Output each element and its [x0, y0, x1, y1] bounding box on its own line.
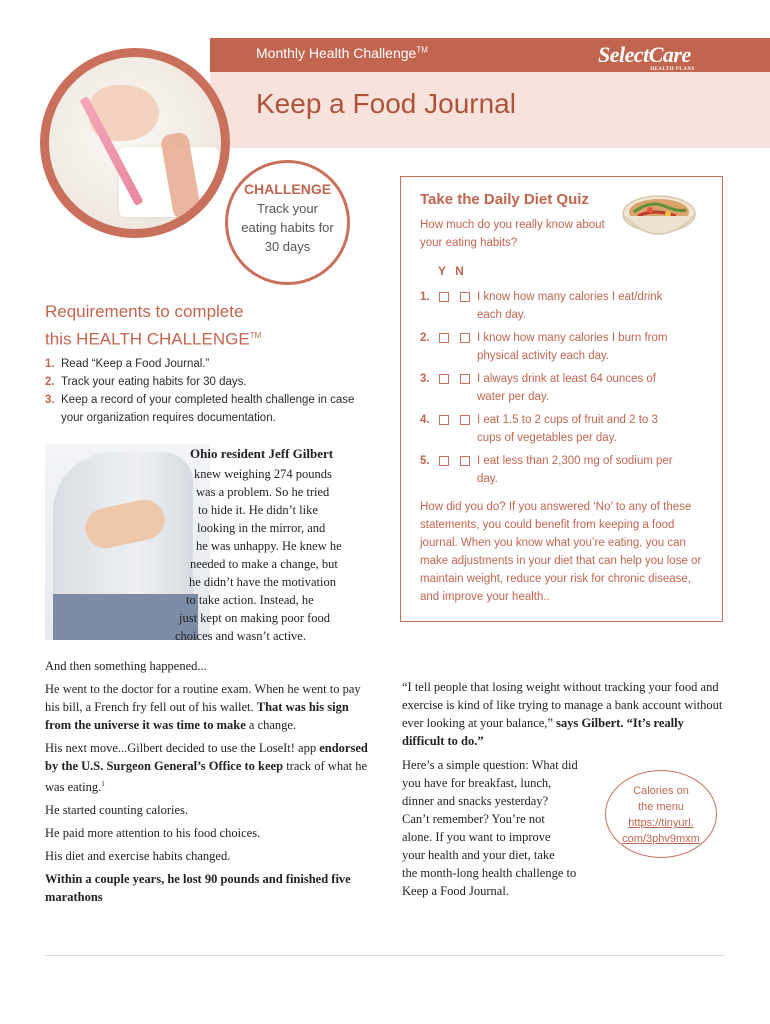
- yes-checkbox[interactable]: [439, 415, 449, 425]
- challenge-badge: [225, 160, 350, 285]
- yes-checkbox[interactable]: [439, 456, 449, 466]
- no-checkbox[interactable]: [460, 292, 470, 302]
- no-checkbox[interactable]: [460, 456, 470, 466]
- requirement-item: 1. Read “Keep a Food Journal.”: [45, 358, 210, 370]
- story-paragraph: Within a couple years, he lost 90 pounds and finished five marathons: [45, 872, 351, 905]
- gilbert-quote: “I tell people that losing weight without tracking your food and exercise is kind of like trying to manage a bank account without ever looking at your balance,” says Gilbert. “It’s really difficult to do.”: [402, 680, 723, 748]
- calories-callout: Calories on the menu https://tinyurl. com/3phv9mxm: [605, 770, 717, 858]
- story-paragraph: He went to the doctor for a routine exam. When he went to pay his bill, a French fry fell out of his wallet. That was his sign from the universe it was time to make a change.: [45, 682, 361, 732]
- yes-checkbox[interactable]: [439, 374, 449, 384]
- quiz-result-text: How did you do? If you answered ‘No’ to any of these statements, you could benefit from keeping a food journal. When you know what you’re eating, you can make adjustments in your diet that can help you lose or maintain weight, reduce your risk for chronic disease, and improve your health..: [420, 501, 702, 603]
- footer-divider: [45, 955, 725, 956]
- quiz-question: 4. I eat 1.5 to 2 cups of fruit and 2 to 3 cups of vegetables per day.: [420, 414, 658, 444]
- requirement-item: 3. Keep a record of your completed health challenge in case your organization requires documentation.: [45, 394, 355, 424]
- simple-question-text: Here’s a simple question: What did you have for breakfast, lunch, dinner and snacks yesterday? Can’t remember? You’re not alone. If you want to improve your health and your diet, take the month-long health challenge to Keep a Food Journal.: [402, 758, 578, 898]
- story-paragraph: He paid more attention to his food choices.: [45, 826, 261, 841]
- quiz-subtitle: How much do you really know about your eating habits?: [420, 219, 605, 249]
- challenge-text: Track your eating habits for 30 days: [241, 201, 334, 254]
- story-paragraph: His next move...Gilbert decided to use the LoseIt! app endorsed by the U.S. Surgeon General’s Office to keep track of what he was eating.$^1$: [45, 741, 368, 795]
- story-intro: knew weighing 274 pounds was a problem. So he tried to hide it. He didn’t like looking in the mirror, and he was unhappy. He knew he needed to make a change, but he didn’t have the motivation to take action. Instead, he just kept on making poor food choices and wasn’t active.: [175, 467, 342, 643]
- challenge-label: CHALLENGE: [243, 181, 332, 197]
- story-paragraph: His diet and exercise habits changed.: [45, 849, 231, 864]
- quiz-question: 2. I know how many calories I burn from physical activity each day.: [420, 332, 668, 362]
- story-paragraph: He started counting calories.: [45, 803, 189, 818]
- requirement-item: 2. Track your eating habits for 30 days.: [45, 376, 247, 388]
- story-lead: Ohio resident Jeff Gilbert: [190, 446, 334, 461]
- yes-checkbox[interactable]: [439, 333, 449, 343]
- header-subtitle: Monthly Health Challenge™: [256, 45, 428, 61]
- quiz-question: 5. I eat less than 2,300 mg of sodium per day.: [420, 455, 673, 485]
- salad-bowl-icon: [620, 186, 698, 252]
- selectcare-logo: SelectCare HEALTH PLANS: [598, 42, 695, 72]
- quiz-question: 1. I know how many calories I eat/drink each day.: [420, 291, 663, 321]
- no-checkbox[interactable]: [460, 415, 470, 425]
- calories-link[interactable]: com/3phv9mxm: [622, 833, 700, 845]
- quiz-title: Take the Daily Diet Quiz: [420, 191, 589, 208]
- requirements-title: Requirements to complete this HEALTH CHALLENGE™: [45, 302, 262, 349]
- no-checkbox[interactable]: [460, 374, 470, 384]
- story-paragraph: And then something happened...: [45, 659, 207, 673]
- food-journal-photo: [40, 48, 230, 238]
- requirements-list: [45, 355, 365, 427]
- page-title: Keep a Food Journal: [256, 88, 516, 119]
- story-body: [45, 657, 375, 911]
- quiz-question: 3. I always drink at least 64 ounces of water per day.: [420, 373, 656, 403]
- yes-no-header: Y N: [438, 264, 464, 278]
- yes-checkbox[interactable]: [439, 292, 449, 302]
- calories-link[interactable]: https://tinyurl.: [628, 817, 694, 829]
- no-checkbox[interactable]: [460, 333, 470, 343]
